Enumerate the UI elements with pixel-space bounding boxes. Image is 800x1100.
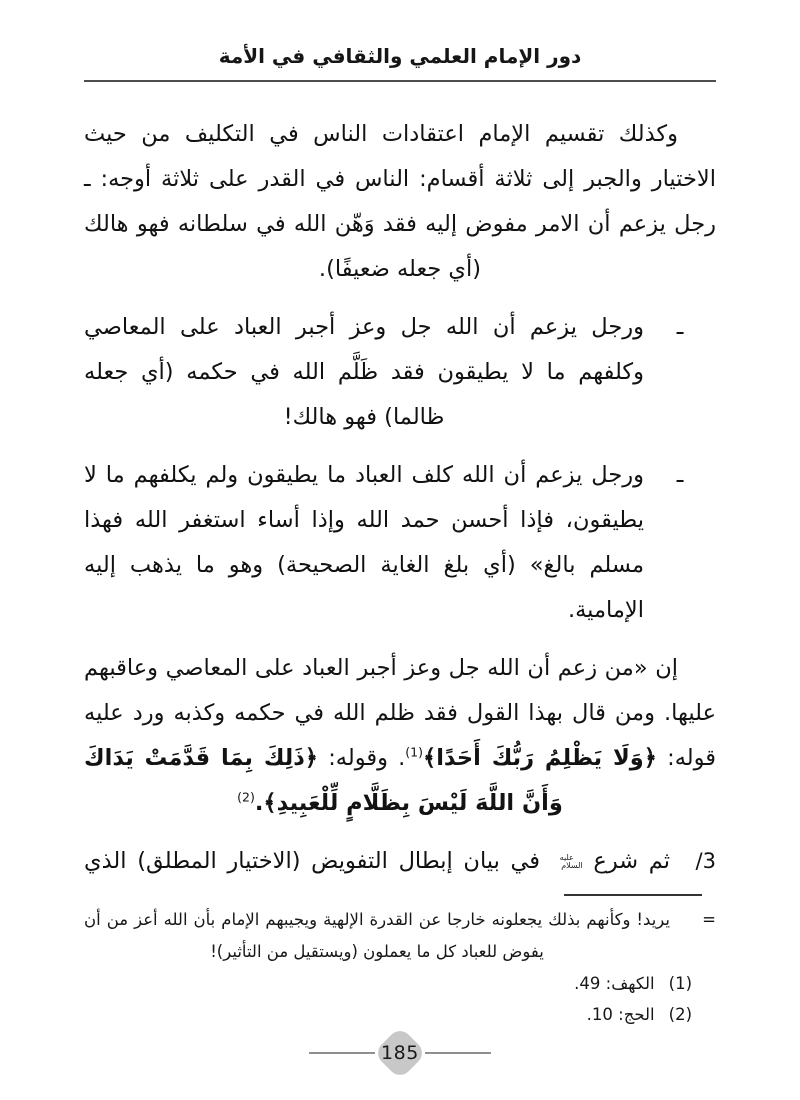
bullet-item-2 (84, 453, 716, 633)
page-number: 185 (381, 1042, 419, 1065)
item-number-marker: 3/ (695, 849, 716, 873)
dash-marker: ـ (676, 314, 684, 340)
footnote-ref-2: (2) (237, 789, 255, 805)
bullet-text-1: ورجل يزعم أن الله جل وعز أجبر العباد على المعاصي وكلفهم ما لا يطيقون فقد ظَلَّم الله في حكمه (أي جعله ظالما) فهو هالك! (84, 314, 644, 430)
footnote-item-2 (84, 999, 716, 1030)
quran-quote-2: ﴿ذَلِكَ بِمَا قَدَّمَتْ يَدَاكَ وَأَنَّ اللَّهَ لَيْسَ بِظَلَّامٍ لِّلْعَبِيدِ﴾. (84, 745, 563, 816)
main-text-column (84, 112, 716, 884)
paragraph-hadith (84, 646, 716, 826)
header-rule (84, 80, 716, 82)
page-number-line-right (425, 1052, 491, 1054)
page-number-row (0, 1034, 800, 1072)
continuation-equals-marker: = (702, 910, 716, 929)
footnote-item-1 (84, 968, 716, 999)
bullet-text-2: ورجل يزعم أن الله كلف العباد ما يطيقون ولم يكلفهم ما لا يطيقون، فإذا أحسن حمد الله وإذا أساء استغفر الله فهذا مسلم بالغ» (أي بلغ الغاية الصحيحة) وهو ما يذهب إليه الإمامية. (84, 462, 644, 623)
alayhi-salam-mark: عليه السلام (559, 852, 583, 870)
item-3-text (84, 839, 670, 884)
footnote-continuation (84, 904, 716, 968)
hadith-text-mid: . وقوله: (318, 745, 406, 771)
bullet-item-1 (84, 305, 716, 440)
numbered-item-3 (84, 839, 716, 884)
page-header (0, 0, 800, 82)
page-footer (0, 1034, 800, 1072)
footnote-text-2: الحج: 10. (586, 1005, 655, 1024)
running-head-title: دور الإمام العلمي والثقافي في الأمة (218, 44, 582, 68)
item-3-text-before: ثم شرع (582, 848, 670, 874)
quran-quote-1: ﴿وَلَا يَظْلِمُ رَبُّكَ أَحَدًا﴾ (423, 745, 657, 771)
page-number-badge (373, 1026, 427, 1080)
footnote-text-1: الكهف: 49. (574, 974, 655, 993)
footnote-separator-rule (564, 894, 702, 896)
page-number-line-left (309, 1052, 375, 1054)
footnote-number-1: (1) (668, 974, 692, 993)
hadith-text-before: إن «من زعم أن الله جل وعز أجبر العباد على المعاصي وعاقبهم عليها. ومن قال بهذا القول فقد ظلم الله في حكمه وكذبه ورد عليه قوله: (84, 655, 717, 771)
footnote-number-2: (2) (668, 1005, 692, 1024)
paragraph-intro: وكذلك تقسيم الإمام اعتقادات الناس في التكليف من حيث الاختيار والجبر إلى ثلاثة أقسام: الناس في القدر على ثلاثة أوجه: ـ رجل يزعم أن الامر مفوض إليه فقد وَهّن الله في سلطانه فهو هالك (أي جعله ضعيفًا). (84, 121, 716, 282)
dash-marker: ـ (676, 462, 684, 488)
continuation-text: يريد! وكأنهم بذلك يجعلونه خارجا عن القدرة الإلهية ويجيبهم الإمام بأن الله أعز من أن يفوض للعباد كل ما يعملون (ويستقيل من التأثير)! (84, 910, 670, 961)
footnotes-area (84, 894, 716, 1030)
item-3-text-after: في بيان إبطال التفويض (الاختيار المطلق) الذي (84, 848, 551, 874)
footnote-ref-1: (1) (405, 744, 424, 760)
